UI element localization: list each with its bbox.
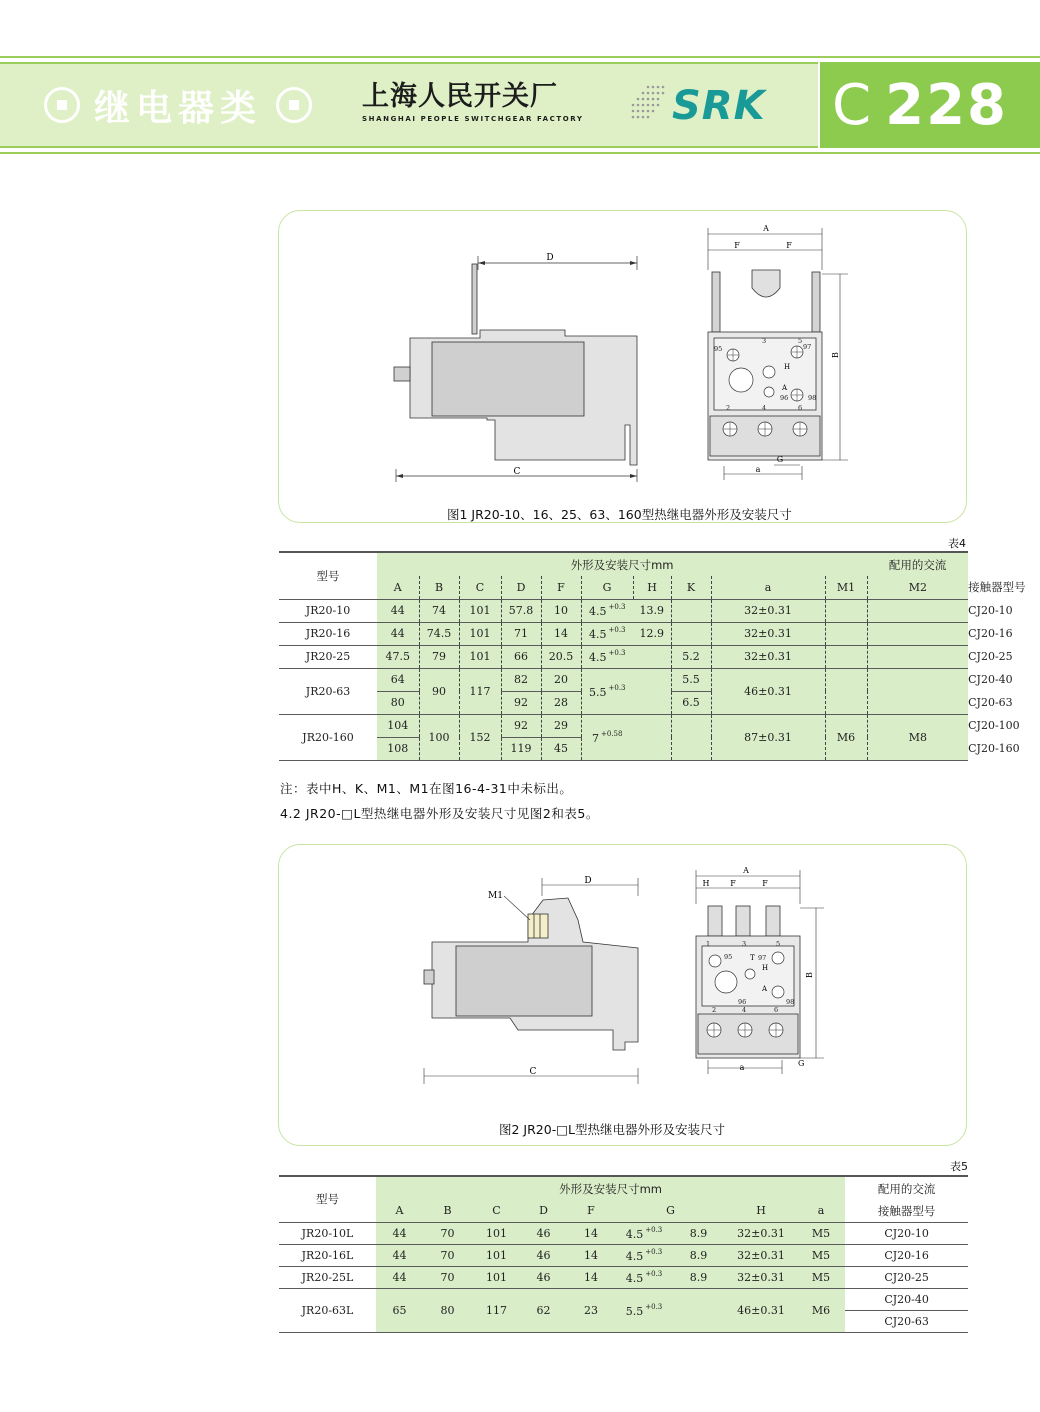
table5-model: JR20-63L	[279, 1288, 376, 1332]
table-cell	[633, 645, 671, 668]
g-value: 4.5	[589, 628, 607, 641]
table4-col-header: C	[459, 576, 501, 599]
table-cell: 70	[423, 1266, 472, 1288]
table-row	[279, 1266, 968, 1288]
table-cell: 100	[419, 714, 459, 760]
table-cell: 64	[377, 668, 419, 691]
table-row: JR20-160 104 100 152 92 29 7 $^{+0.58}$ 87±0.31 M6 M8 CJ20-100	[279, 714, 968, 737]
table-cell: 46	[521, 1266, 566, 1288]
table-cell: 119	[501, 737, 541, 760]
figure2-front-view	[690, 864, 830, 1076]
table-cell	[581, 645, 633, 668]
fig1-terminal-97: 97	[803, 343, 812, 351]
header-top-rule	[0, 56, 1040, 58]
fig1-terminal-95: 95	[714, 345, 723, 353]
table4-col-header: K	[671, 576, 711, 599]
table5-column-header-row	[279, 1200, 968, 1222]
fig2-label-T: T	[750, 954, 755, 962]
fig1-label-G: G	[776, 455, 784, 464]
fig2-label-F1: F	[730, 879, 736, 888]
table-cell: 14	[566, 1266, 616, 1288]
table-cell: M5	[797, 1244, 845, 1266]
table5-label: 表5	[950, 1160, 968, 1173]
table-cell: 74.5	[419, 622, 459, 645]
fig1-label-F2: F	[786, 241, 792, 250]
table-cell: 44	[377, 599, 419, 622]
table-cell: 117	[459, 668, 501, 714]
table-cell	[671, 714, 711, 760]
table-cell: 80	[377, 691, 419, 714]
table-cell: 13.9	[633, 599, 671, 622]
table-row: JR20-16 44 74.5 101 71 14 4.5 $^{+0.3}$ 12.9 32±0.31 CJ20-16	[279, 622, 968, 645]
fig2-terminal-5: 5	[776, 940, 781, 948]
header-bottom-rule	[0, 152, 1040, 154]
fig2-terminal-2: 2	[712, 1006, 717, 1014]
table-cell: 6.5	[671, 691, 711, 714]
bullet-square-icon	[44, 87, 80, 123]
g-value: 4.5	[589, 605, 607, 618]
fig1-label-A: A	[763, 224, 769, 233]
table-cell: 92	[501, 714, 541, 737]
table-cell: 101	[472, 1266, 521, 1288]
page-prefix: C	[832, 72, 872, 138]
table-cell: 104	[377, 714, 419, 737]
table-row: 108 119 45 CJ20-160	[279, 737, 968, 760]
table4-contactor-header-1: 配用的交流	[867, 552, 968, 576]
figure1-front-view	[700, 222, 860, 484]
table-cell: 46	[521, 1222, 566, 1244]
fig1-label-B: B	[831, 352, 840, 358]
g-tolerance: +0.3	[608, 626, 626, 634]
table-cell	[671, 622, 711, 645]
table-cell: 8.9	[672, 1222, 725, 1244]
g-tolerance: +0.3	[645, 1269, 663, 1278]
table4-col-header: H	[633, 576, 671, 599]
table-cell: 10	[541, 599, 581, 622]
table4-model: JR20-10	[279, 599, 377, 622]
figure2-side-view	[418, 870, 648, 1086]
table-cell: 32±0.31	[725, 1244, 797, 1266]
table4-column-header-row: A B C D F G H K a M1 M2 接触器型号	[279, 576, 968, 599]
table-cell	[825, 668, 867, 714]
table5-col-header: A	[376, 1200, 423, 1222]
table5-dims-header: 外形及安装尺寸mm	[376, 1176, 845, 1200]
dot-grid-logo-icon	[628, 84, 668, 124]
table-row	[279, 1288, 968, 1310]
table5-contactor-header-2: 接触器型号	[845, 1200, 968, 1222]
fig2-terminal-6: 6	[774, 1006, 779, 1014]
table-cell: M5	[797, 1266, 845, 1288]
table-cell: 87±0.31	[711, 714, 825, 760]
fig1-label-F1: F	[734, 241, 740, 250]
table-cell	[825, 599, 867, 622]
table-cell: 90	[419, 668, 459, 714]
fig2-terminal-1: 1	[706, 940, 711, 948]
fig2-label-a: a	[739, 1063, 745, 1072]
table5-model: JR20-25L	[279, 1266, 376, 1288]
page-number: 228	[885, 72, 1009, 138]
table-cell: M8	[867, 714, 968, 760]
g-value: 4.5	[625, 1271, 644, 1285]
table5	[279, 1175, 968, 1333]
g-value: 7	[592, 731, 600, 745]
table-cell: 44	[377, 622, 419, 645]
table-cell: 101	[459, 599, 501, 622]
table-cell: M5	[797, 1222, 845, 1244]
table4-model: JR20-63	[279, 668, 377, 714]
fig2-label-F2: F	[762, 879, 768, 888]
table-cell: 66	[501, 645, 541, 668]
table-cell: 12.9	[633, 622, 671, 645]
table-row: 80 92 28 6.5 CJ20-63	[279, 691, 968, 714]
table-cell: 65	[376, 1288, 423, 1332]
table-cell: 152	[459, 714, 501, 760]
table-cell: 32±0.31	[725, 1222, 797, 1244]
category-text: 继电器类	[94, 87, 263, 129]
table-cell: 32±0.31	[711, 645, 825, 668]
fig2-label-M1: M1	[488, 891, 503, 901]
table-cell	[825, 622, 867, 645]
table5-model: JR20-10L	[279, 1222, 376, 1244]
g-tolerance: +0.3	[608, 683, 626, 692]
table-cell: 8.9	[672, 1266, 725, 1288]
table5-col-header: G	[616, 1200, 725, 1222]
table-cell: 45	[541, 737, 581, 760]
fig1-label-D: D	[546, 253, 554, 263]
table5-col-header: B	[423, 1200, 472, 1222]
table-cell: 5.2	[671, 645, 711, 668]
table-cell	[616, 1244, 672, 1266]
table-cell: 32±0.31	[711, 599, 825, 622]
section-text: 4.2 JR20-□L型热继电器外形及安装尺寸见图2和表5。	[280, 806, 599, 821]
table-cell: 44	[376, 1222, 423, 1244]
g-tolerance: +0.58	[601, 729, 623, 738]
table-cell: 101	[459, 622, 501, 645]
fig2-label-H: H	[702, 879, 710, 888]
table-cell: 47.5	[377, 645, 419, 668]
fig2-label-B: B	[805, 972, 814, 978]
fig1-terminal-3: 3	[762, 337, 767, 345]
table5-col-header: F	[566, 1200, 616, 1222]
table-cell: CJ20-63	[845, 1310, 968, 1332]
table-cell: CJ20-10	[845, 1222, 968, 1244]
table5-col-header: a	[797, 1200, 845, 1222]
table-cell	[581, 599, 633, 622]
table-cell	[825, 645, 867, 668]
table-cell: 32±0.31	[711, 622, 825, 645]
g-value: 4.5	[625, 1227, 644, 1241]
table5-col-header: H	[725, 1200, 797, 1222]
fig2-label-A: A	[743, 866, 749, 875]
fig1-label-A-inner: A	[782, 384, 788, 392]
fig1-label-H: H	[784, 363, 791, 371]
g-value: 4.5	[625, 1249, 644, 1263]
table4-col-header: a	[711, 576, 825, 599]
table4-dims-header: 外形及安装尺寸mm	[377, 552, 867, 576]
table-cell: 46±0.31	[725, 1288, 797, 1332]
table-row: JR20-63 64 90 117 82 20 5.5 $^{+0.3}$ 5.5 46±0.31 CJ20-40	[279, 668, 968, 691]
table4-col-header: D	[501, 576, 541, 599]
figure1-caption: 图1 JR20-10、16、25、63、160型热继电器外形及安装尺寸	[447, 507, 792, 522]
table-cell	[867, 645, 968, 668]
table-cell: 20.5	[541, 645, 581, 668]
fig2-terminal-96: 96	[738, 998, 747, 1006]
table-cell	[581, 668, 633, 714]
table5-model-header: 型号	[279, 1176, 376, 1222]
g-tolerance: +0.3	[645, 1302, 663, 1311]
table-cell	[616, 1222, 672, 1244]
table-cell	[581, 622, 633, 645]
fig2-label-A-inner: A	[762, 985, 768, 993]
fig2-label-G: G	[798, 1059, 805, 1068]
fig2-terminal-97: 97	[758, 954, 767, 962]
table-cell	[672, 1288, 725, 1332]
brand-logo: SRK	[672, 83, 766, 129]
table4-label: 表4	[948, 537, 966, 550]
table-row	[279, 1222, 968, 1244]
table-cell: 101	[459, 645, 501, 668]
table-cell: 92	[501, 691, 541, 714]
fig2-terminal-4: 4	[742, 1006, 747, 1014]
table-cell	[867, 599, 968, 622]
g-tolerance: +0.3	[608, 649, 626, 657]
table4-col-header: M1	[825, 576, 867, 599]
table5-contactor-header-1: 配用的交流	[845, 1176, 968, 1200]
table-cell	[671, 599, 711, 622]
table-cell: 29	[541, 714, 581, 737]
table-row: JR20-10 44 74 101 57.8 10 4.5 $^{+0.3}$ 13.9 32±0.31 CJ20-10	[279, 599, 968, 622]
table-cell: 8.9	[672, 1244, 725, 1266]
table4-model: JR20-160	[279, 714, 377, 760]
table-cell: 117	[472, 1288, 521, 1332]
table-cell: 23	[566, 1288, 616, 1332]
table-cell: CJ20-25	[845, 1266, 968, 1288]
fig1-terminal-2: 2	[726, 404, 731, 412]
table-cell: 46±0.31	[711, 668, 825, 714]
table5-col-header: D	[521, 1200, 566, 1222]
table-cell: 108	[377, 737, 419, 760]
g-tolerance: +0.3	[645, 1247, 663, 1256]
company-name-en: SHANGHAI PEOPLE SWITCHGEAR FACTORY	[362, 115, 584, 123]
table-cell	[633, 714, 671, 760]
table4-col-header: B	[419, 576, 459, 599]
table-cell: 44	[376, 1244, 423, 1266]
table-cell: 101	[472, 1244, 521, 1266]
category-title	[44, 80, 312, 130]
table-cell: 20	[541, 668, 581, 691]
fig2-terminal-3: 3	[742, 940, 747, 948]
fig1-terminal-6: 6	[798, 404, 803, 412]
table-cell: 70	[423, 1244, 472, 1266]
table-row: JR20-25 47.5 79 101 66 20.5 4.5 $^{+0.3}$ 5.2 32±0.31 CJ20-25	[279, 645, 968, 668]
fig1-label-a: a	[755, 465, 761, 474]
table-cell: 101	[472, 1222, 521, 1244]
bullet-square-icon	[276, 87, 312, 123]
table-cell: M6	[797, 1288, 845, 1332]
table5-model: JR20-16L	[279, 1244, 376, 1266]
fig1-label-C: C	[513, 467, 521, 477]
fig1-terminal-98: 98	[808, 394, 817, 402]
table4-model: JR20-25	[279, 645, 377, 668]
fig1-terminal-5: 5	[798, 337, 803, 345]
table-cell	[867, 622, 968, 645]
table-cell: 28	[541, 691, 581, 714]
g-tolerance: +0.3	[645, 1225, 663, 1234]
table-cell: 14	[566, 1222, 616, 1244]
figure1-side-view	[390, 250, 650, 485]
table-cell	[867, 668, 968, 714]
table4-model-header: 型号	[279, 552, 377, 599]
table-cell: 46	[521, 1244, 566, 1266]
table4-model: JR20-16	[279, 622, 377, 645]
table-cell	[616, 1288, 672, 1332]
company-name-cn: 上海人民开关厂	[362, 81, 558, 112]
fig2-label-D: D	[584, 876, 592, 886]
table-cell	[581, 714, 633, 760]
table-cell: 71	[501, 622, 541, 645]
table4	[279, 551, 1026, 761]
table-cell: CJ20-40	[845, 1288, 968, 1310]
page-number-box	[818, 62, 1040, 148]
table4-col-header: F	[541, 576, 581, 599]
g-value: 5.5	[625, 1304, 644, 1318]
table4-col-header: A	[377, 576, 419, 599]
fig1-terminal-96: 96	[780, 394, 789, 402]
table5-col-header: C	[472, 1200, 521, 1222]
table-cell: 70	[423, 1222, 472, 1244]
table-note: 注：表中H、K、M1、M1在图16-4-31中未标出。	[280, 781, 573, 796]
table-cell: M6	[825, 714, 867, 760]
table4-col-header: G	[581, 576, 633, 599]
table-cell: 32±0.31	[725, 1266, 797, 1288]
fig1-terminal-4: 4	[762, 404, 767, 412]
figure2-caption: 图2 JR20-□L型热继电器外形及安装尺寸	[499, 1122, 725, 1137]
table-row	[279, 1244, 968, 1266]
table-cell: CJ20-16	[845, 1244, 968, 1266]
table-cell	[633, 668, 671, 714]
table-cell: 80	[423, 1288, 472, 1332]
table4-col-header: M2	[867, 576, 968, 599]
fig2-terminal-98: 98	[786, 998, 795, 1006]
g-tolerance: +0.3	[608, 603, 626, 611]
fig2-label-C: C	[529, 1067, 537, 1077]
table-cell: 44	[376, 1266, 423, 1288]
g-value: 5.5	[589, 685, 607, 699]
table-cell: 5.5	[671, 668, 711, 691]
table-cell: 62	[521, 1288, 566, 1332]
company-logo	[362, 82, 584, 123]
table-cell: 79	[419, 645, 459, 668]
table-cell: 82	[501, 668, 541, 691]
fig2-terminal-95: 95	[724, 953, 733, 961]
table-cell: 74	[419, 599, 459, 622]
table-cell: 14	[566, 1244, 616, 1266]
fig2-label-H-inner: H	[762, 964, 769, 972]
table-cell: 57.8	[501, 599, 541, 622]
g-value: 4.5	[589, 651, 607, 664]
table-cell	[616, 1266, 672, 1288]
table-cell: 14	[541, 622, 581, 645]
